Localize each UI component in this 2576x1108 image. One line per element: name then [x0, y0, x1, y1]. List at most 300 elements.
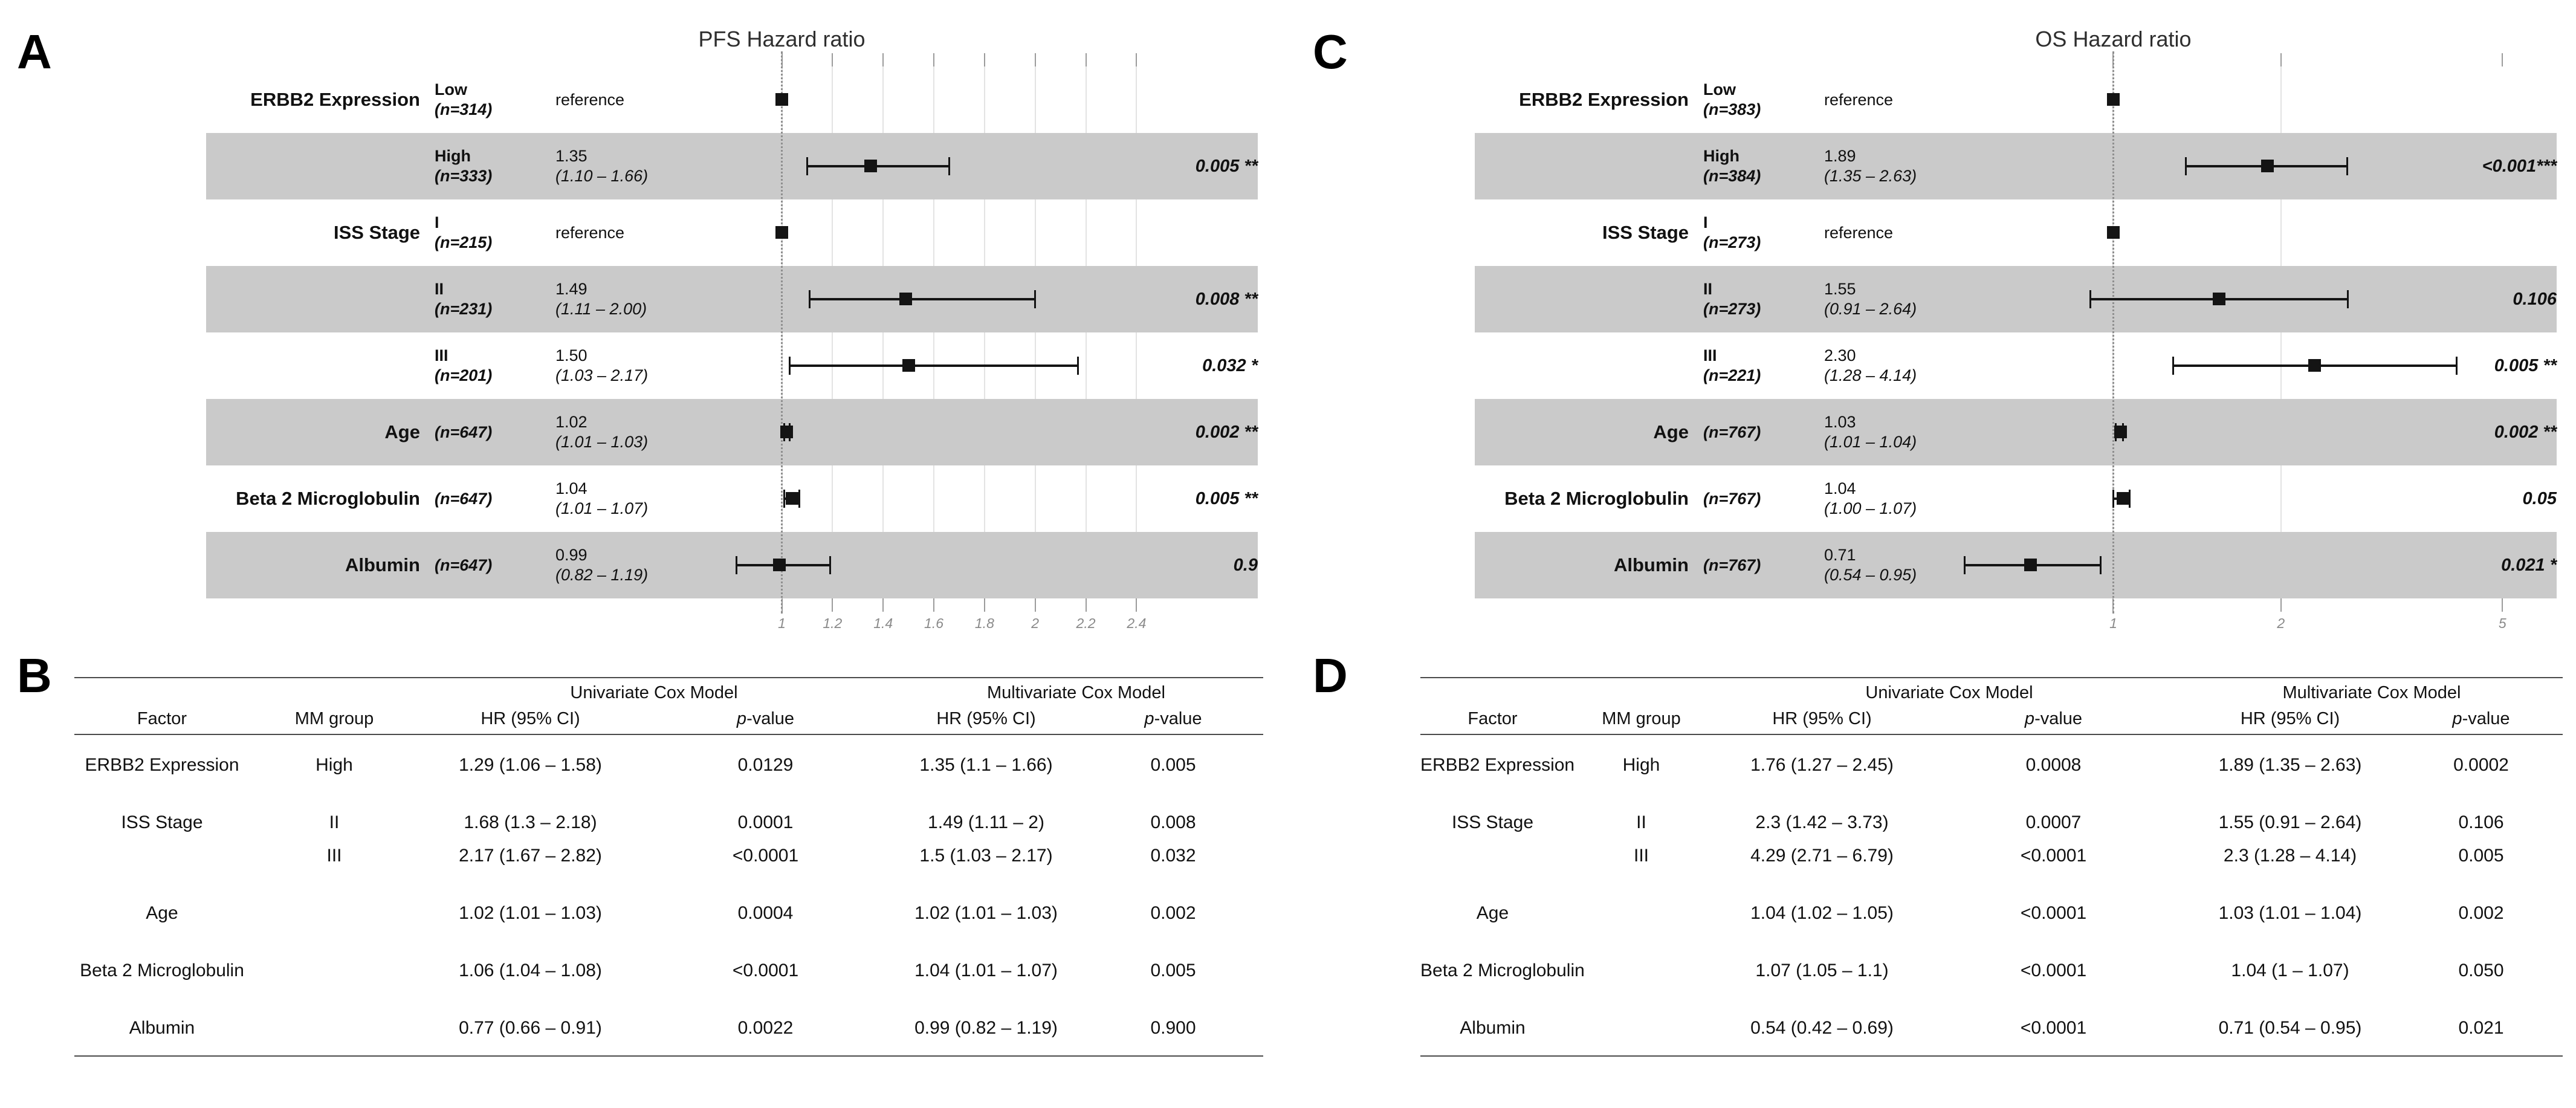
- group-n-label: (n=647): [435, 556, 493, 574]
- column-header: p-value: [2024, 709, 2083, 728]
- hr-value-label: 1.03: [1824, 413, 1856, 431]
- group-n-label: (n=201): [435, 366, 493, 384]
- table-row: [1420, 1011, 2563, 1045]
- axis-tick-bottom: [882, 598, 884, 612]
- table-cell-line: 0.0001: [737, 812, 794, 832]
- hr-cell: [1824, 465, 1963, 532]
- multi-hr-cell: [2181, 806, 2400, 872]
- hr-value-label: 1.04: [555, 479, 587, 497]
- column-header: HR (95% CI): [481, 709, 580, 728]
- column-header: p-value: [1144, 709, 1202, 728]
- mm-group-cell: [1565, 954, 1718, 987]
- table-column-header-row: [1420, 703, 2563, 734]
- factor-label: Age: [1653, 421, 1689, 442]
- hr-value-label: 1.02: [555, 413, 587, 431]
- table-cell-line: Beta 2 Microglobulin: [80, 961, 244, 980]
- uni-hr-cell: [1718, 748, 1926, 782]
- ci-cap-low: [789, 357, 791, 375]
- p-value-label: 0.106: [2513, 289, 2557, 309]
- group-label: Low: [435, 80, 467, 99]
- axis-tick-top: [2280, 53, 2282, 66]
- ci-cap-low: [1964, 556, 1966, 574]
- table-cell-line: 1.89 (1.35 – 2.63): [2218, 755, 2362, 775]
- ci-label: (1.01 – 1.07): [555, 499, 649, 517]
- hr-marker: [2261, 160, 2274, 172]
- p-value-label: 0.005 **: [2494, 355, 2557, 375]
- group-cell: [435, 332, 555, 399]
- table-cell-line: 0.002: [1150, 903, 1196, 923]
- table-cell-line: High: [316, 755, 353, 775]
- forest-row: [206, 399, 1258, 465]
- group-cell: [435, 266, 555, 332]
- hr-value-label: reference: [1824, 223, 1894, 242]
- table-cell-line: 0.106: [2458, 812, 2504, 832]
- hr-value-label: reference: [1824, 90, 1894, 109]
- multi-p-cell: [1083, 1011, 1263, 1045]
- hr-marker: [899, 293, 912, 305]
- table-cell-line: ERBB2 Expression: [1420, 755, 1575, 775]
- factor-label: ISS Stage: [334, 222, 420, 243]
- group-n-label: (n=383): [1703, 100, 1761, 118]
- multi-hr-cell: [889, 1011, 1083, 1045]
- table-cell-line: II: [329, 812, 340, 832]
- group-label: III: [1703, 346, 1717, 364]
- factor-label: [206, 266, 430, 332]
- ci-cap-high: [2456, 357, 2458, 375]
- group-n-label: (n=314): [435, 100, 493, 118]
- axis-tick-top: [832, 53, 833, 66]
- table-cell-line: 2.3 (1.42 – 3.73): [1755, 812, 1889, 832]
- ci-cap-low: [806, 157, 808, 175]
- axis-tick-bottom: [1136, 598, 1137, 612]
- axis-tick-label: 1: [778, 615, 786, 631]
- multi-p-cell: [2400, 748, 2563, 782]
- factor-cell: [1420, 954, 1585, 987]
- factor-cell: [74, 1011, 250, 1045]
- factor-label: [1475, 133, 1698, 199]
- ci-label: (0.54 – 0.95): [1824, 566, 1917, 584]
- forest-row: [1475, 332, 2557, 399]
- table-cell-line: II: [1636, 812, 1646, 832]
- hr-marker: [902, 359, 915, 372]
- pfs-forest-plot: [206, 18, 1258, 644]
- table-cell-line: 0.0004: [737, 903, 794, 923]
- group-n-label: (n=273): [1703, 300, 1761, 318]
- pfs-cox-table: [74, 677, 1263, 1057]
- hr-cell: [1824, 399, 1963, 465]
- axis-tick-bottom: [984, 598, 985, 612]
- factor-cell: [74, 896, 250, 930]
- column-header: Factor: [137, 709, 187, 728]
- ci-cap-low: [783, 490, 785, 508]
- mm-group-cell: [1565, 748, 1718, 782]
- ci-label: (1.01 – 1.04): [1824, 433, 1917, 451]
- multi-hr-cell: [889, 896, 1083, 930]
- hr-cell: [1824, 332, 1963, 399]
- table-cell-line: 1.02 (1.01 – 1.03): [459, 903, 602, 923]
- table-cell-line: 0.005: [2458, 846, 2504, 866]
- multi-p-cell: [2400, 806, 2563, 872]
- table-cell-line: 1.04 (1.02 – 1.05): [1750, 903, 1894, 923]
- table-cell-line: 1.07 (1.05 – 1.1): [1755, 961, 1889, 980]
- p-value-label: 0.021 *: [2501, 555, 2557, 575]
- multi-p-cell: [2400, 1011, 2563, 1045]
- group-label: Low: [1703, 80, 1736, 99]
- p-value-label: <0.001***: [2482, 156, 2557, 176]
- ci-cap-high: [1077, 357, 1079, 375]
- ci-label: (1.35 – 2.63): [1824, 167, 1917, 185]
- group-header-univariate: Univariate Cox Model: [570, 683, 738, 702]
- ci-cap-low: [736, 556, 737, 574]
- axis-tick-bottom: [832, 598, 833, 612]
- table-cell-line: <0.0001: [732, 961, 799, 980]
- factor-label: ISS Stage: [1602, 222, 1689, 243]
- ci-cap-low: [2185, 157, 2187, 175]
- mm-group-cell: [250, 748, 419, 782]
- axis-tick-top: [984, 53, 985, 66]
- hr-cell: [1824, 266, 1963, 332]
- table-row: [1420, 806, 2563, 872]
- forest-row: [206, 133, 1258, 199]
- ci-label: (0.82 – 1.19): [555, 566, 649, 584]
- table-cell-line: 1.49 (1.11 – 2): [928, 812, 1044, 832]
- chart-title: PFS Hazard ratio: [698, 27, 866, 51]
- table-row: [1420, 896, 2563, 930]
- column-header: HR (95% CI): [1772, 709, 1872, 728]
- hr-cell: [555, 399, 694, 465]
- multi-p-cell: [1083, 896, 1263, 930]
- uni-hr-cell: [1718, 896, 1926, 930]
- group-label: High: [1703, 147, 1739, 165]
- hr-cell: [1824, 66, 1963, 133]
- axis-tick-label: 2: [2277, 615, 2285, 631]
- forest-row: [1475, 199, 2557, 266]
- group-n-label: (n=215): [435, 233, 493, 251]
- multi-p-cell: [2400, 954, 2563, 987]
- group-n-label: (n=333): [435, 167, 493, 185]
- table-cell-line: 1.02 (1.01 – 1.03): [914, 903, 1058, 923]
- panel-label-b: B: [17, 649, 52, 702]
- multi-p-cell: [1083, 954, 1263, 987]
- column-header: p-value: [2452, 709, 2510, 728]
- axis-tick-top: [2502, 53, 2503, 66]
- table-cell-line: 0.77 (0.66 – 0.91): [459, 1018, 602, 1038]
- table-row: [1420, 748, 2563, 782]
- panel-label-a: A: [17, 25, 52, 79]
- table-cell-line: 0.0007: [2025, 812, 2082, 832]
- panel-label-d: D: [1313, 649, 1348, 702]
- table-row: [1420, 954, 2563, 987]
- forest-row: [1475, 532, 2557, 598]
- table-cell-line: 0.050: [2458, 961, 2504, 980]
- column-header: Factor: [1468, 709, 1518, 728]
- axis-tick-label: 2: [1031, 615, 1040, 631]
- forest-row: [1475, 465, 2557, 532]
- hr-cell: [555, 133, 694, 199]
- table-cell-line: Albumin: [1460, 1018, 1526, 1038]
- forest-row: [1475, 133, 2557, 199]
- hr-cell: [555, 199, 694, 266]
- factor-label: Albumin: [345, 554, 420, 575]
- mm-group-cell: [1565, 896, 1718, 930]
- factor-cell: [1420, 896, 1565, 930]
- hr-value-label: reference: [555, 90, 625, 109]
- forest-row: [206, 199, 1258, 266]
- group-n-label: (n=231): [435, 300, 493, 318]
- ci-cap-low: [2089, 290, 2091, 308]
- axis-tick-top: [1035, 53, 1036, 66]
- group-cell: [1703, 399, 1824, 465]
- ci-label: (1.11 – 2.00): [555, 300, 647, 318]
- mm-group-cell: [250, 896, 419, 930]
- hr-cell: [1824, 532, 1963, 598]
- factor-label: [206, 133, 430, 199]
- uni-hr-cell: [1718, 1011, 1926, 1045]
- hr-value-label: 0.71: [1824, 546, 1856, 564]
- uni-p-cell: [642, 806, 889, 872]
- mm-group-cell: [250, 806, 419, 872]
- axis-tick-label: 1.4: [873, 615, 893, 631]
- hr-marker: [864, 160, 877, 172]
- column-header: p-value: [736, 709, 795, 728]
- table-cell-line: 0.008: [1150, 812, 1196, 832]
- factor-label: Beta 2 Microglobulin: [1504, 488, 1689, 509]
- hr-cell: [555, 66, 694, 133]
- group-cell: [1703, 133, 1824, 199]
- multi-p-cell: [1083, 806, 1263, 872]
- p-value-label: 0.008 **: [1195, 289, 1258, 309]
- table-cell-line: 1.06 (1.04 – 1.08): [459, 961, 602, 980]
- group-cell: [435, 66, 555, 133]
- hr-value-label: reference: [555, 223, 625, 242]
- factor-label: Beta 2 Microglobulin: [236, 488, 420, 509]
- table-cell-line: 2.17 (1.67 – 2.82): [459, 846, 602, 866]
- table-group-header-row: [74, 678, 1263, 703]
- axis-tick-top: [882, 53, 884, 66]
- axis-tick-label: 1.6: [924, 615, 944, 631]
- uni-p-cell: [1926, 954, 2181, 987]
- hr-marker: [775, 226, 788, 239]
- factor-label: Age: [384, 421, 420, 442]
- table-cell-line: Beta 2 Microglobulin: [1420, 961, 1585, 980]
- table-cell-line: 0.900: [1150, 1018, 1196, 1038]
- ci-bar: [789, 364, 1078, 367]
- axis-tick-label: 5: [2498, 615, 2506, 631]
- uni-hr-cell: [419, 748, 642, 782]
- column-header: HR (95% CI): [2240, 709, 2340, 728]
- p-value-label: 0.05: [2522, 488, 2557, 508]
- table-cell-line: 0.0129: [737, 755, 794, 775]
- uni-hr-cell: [419, 806, 642, 872]
- axis-tick-top: [933, 53, 934, 66]
- mm-group-cell: [1565, 806, 1718, 872]
- table-cell-line: <0.0001: [732, 846, 799, 866]
- table-cell-line: 0.54 (0.42 – 0.69): [1750, 1018, 1894, 1038]
- column-header: HR (95% CI): [936, 709, 1036, 728]
- group-n-label: (n=767): [1703, 556, 1761, 574]
- multi-hr-cell: [889, 748, 1083, 782]
- multi-hr-cell: [2181, 954, 2400, 987]
- hr-value-label: 1.89: [1824, 147, 1856, 165]
- hr-marker: [2107, 93, 2120, 106]
- table-cell-line: 0.0008: [2025, 755, 2082, 775]
- ci-cap-high: [798, 490, 800, 508]
- factor-cell: [1420, 1011, 1565, 1045]
- table-cell-line: Albumin: [129, 1018, 195, 1038]
- p-value-label: 0.005 **: [1195, 488, 1258, 508]
- hr-marker: [773, 559, 786, 571]
- forest-row: [206, 266, 1258, 332]
- table-cell-line: 0.005: [1150, 755, 1196, 775]
- axis-tick-top: [1136, 53, 1137, 66]
- table-cell-line: ERBB2 Expression: [85, 755, 239, 775]
- table-row: [74, 954, 1263, 987]
- ci-cap-high: [2347, 290, 2349, 308]
- group-cell: [435, 465, 555, 532]
- hr-cell: [1824, 199, 1963, 266]
- table-cell-line: <0.0001: [2020, 1018, 2087, 1038]
- mm-group-cell: [250, 1011, 419, 1045]
- group-cell: [1703, 266, 1824, 332]
- uni-p-cell: [1926, 1011, 2181, 1045]
- factor-label: Albumin: [1614, 554, 1689, 575]
- table-cell-line: 0.99 (0.82 – 1.19): [914, 1018, 1058, 1038]
- hr-marker: [780, 426, 793, 438]
- forest-row: [206, 465, 1258, 532]
- uni-hr-cell: [419, 896, 642, 930]
- table-cell-line: 1.04 (1.01 – 1.07): [914, 961, 1058, 980]
- group-cell: [1703, 465, 1824, 532]
- group-cell: [435, 199, 555, 266]
- uni-p-cell: [642, 748, 889, 782]
- ci-label: (1.28 – 4.14): [1824, 366, 1917, 384]
- factor-cell: [1420, 748, 1575, 782]
- table-cell-line: <0.0001: [2020, 846, 2087, 866]
- hr-cell: [555, 465, 694, 532]
- os-forest-plot: [1475, 18, 2557, 644]
- ci-cap-low: [2172, 357, 2174, 375]
- multi-hr-cell: [2181, 896, 2400, 930]
- axis-tick-label: 1.2: [823, 615, 843, 631]
- uni-p-cell: [642, 1011, 889, 1045]
- factor-label: [1475, 266, 1698, 332]
- group-n-label: (n=221): [1703, 366, 1761, 384]
- group-cell: [1703, 332, 1824, 399]
- group-n-label: (n=647): [435, 489, 493, 508]
- factor-label: ERBB2 Expression: [1519, 89, 1689, 110]
- table-cell-line: 1.29 (1.06 – 1.58): [459, 755, 602, 775]
- ci-cap-high: [948, 157, 950, 175]
- axis-tick-bottom: [1035, 598, 1036, 612]
- group-label: II: [435, 280, 444, 298]
- table-cell-line: High: [1622, 755, 1660, 775]
- table-cell-line: ISS Stage: [121, 812, 203, 832]
- ci-cap-high: [829, 556, 831, 574]
- axis-tick-bottom: [933, 598, 934, 612]
- hr-value-label: 1.49: [555, 280, 587, 298]
- table-cell-line: 2.3 (1.28 – 4.14): [2223, 846, 2357, 866]
- multi-hr-cell: [2181, 1011, 2400, 1045]
- hr-marker: [2117, 492, 2129, 505]
- table-cell-line: <0.0001: [2020, 961, 2087, 980]
- group-n-label: (n=273): [1703, 233, 1761, 251]
- mm-group-cell: [1565, 1011, 1718, 1045]
- table-cell-line: 1.03 (1.01 – 1.04): [2218, 903, 2362, 923]
- ci-cap-low: [2112, 490, 2114, 508]
- table-body: [1420, 735, 2563, 1055]
- column-header: MM group: [1602, 709, 1681, 728]
- group-cell: [435, 133, 555, 199]
- hr-marker: [2107, 226, 2120, 239]
- multi-hr-cell: [2181, 748, 2400, 782]
- table-cell-line: 0.0022: [737, 1018, 794, 1038]
- ci-label: (1.01 – 1.03): [555, 433, 649, 451]
- ci-label: (1.03 – 2.17): [555, 366, 649, 384]
- group-cell: [1703, 532, 1824, 598]
- reference-line: [781, 51, 783, 614]
- factor-cell: [74, 954, 250, 987]
- hr-value-label: 0.99: [555, 546, 587, 564]
- table-cell-line: 1.04 (1 – 1.07): [2231, 961, 2349, 980]
- hr-cell: [1824, 133, 1963, 199]
- reference-line: [2112, 51, 2114, 614]
- ci-cap-high: [2100, 556, 2102, 574]
- table-cell-line: 4.29 (2.71 – 6.79): [1750, 846, 1894, 866]
- hr-marker: [2114, 426, 2127, 438]
- hr-marker: [2308, 359, 2321, 372]
- p-value-label: 0.002 **: [2494, 422, 2557, 442]
- table-body: [74, 735, 1263, 1055]
- axis-tick-label: 2.4: [1127, 615, 1147, 631]
- p-value-label: 0.002 **: [1195, 422, 1258, 442]
- group-n-label: (n=384): [1703, 167, 1761, 185]
- axis-tick-bottom: [1086, 598, 1087, 612]
- axis-tick-label: 1.8: [974, 615, 994, 631]
- ci-cap-high: [1034, 290, 1036, 308]
- ci-label: (0.91 – 2.64): [1824, 300, 1917, 318]
- axis-tick-top: [1086, 53, 1087, 66]
- group-label: I: [435, 213, 439, 232]
- table-cell-line: Age: [146, 903, 178, 923]
- hr-value-label: 2.30: [1824, 346, 1856, 364]
- uni-p-cell: [1926, 806, 2181, 872]
- table-cell-line: 1.55 (0.91 – 2.64): [2218, 812, 2362, 832]
- ci-cap-high: [2346, 157, 2348, 175]
- hr-marker: [775, 93, 788, 106]
- table-row: [74, 806, 1263, 872]
- table-bottom-rule: [74, 1055, 1263, 1057]
- table-cell-line: III: [1633, 846, 1649, 866]
- group-label: I: [1703, 213, 1708, 232]
- column-header: MM group: [294, 709, 374, 728]
- uni-p-cell: [1926, 748, 2181, 782]
- forest-row: [206, 532, 1258, 598]
- uni-p-cell: [642, 896, 889, 930]
- forest-row: [1475, 66, 2557, 133]
- group-cell: [1703, 199, 1824, 266]
- group-n-label: (n=647): [435, 423, 493, 441]
- p-value-label: 0.005 **: [1195, 156, 1258, 176]
- forest-row: [1475, 266, 2557, 332]
- forest-row: [1475, 399, 2557, 465]
- axis-tick-label: 2.2: [1076, 615, 1096, 631]
- hr-cell: [555, 332, 694, 399]
- group-cell: [1703, 66, 1824, 133]
- hr-value-label: 1.35: [555, 147, 587, 165]
- table-bottom-rule: [1420, 1055, 2563, 1057]
- group-n-label: (n=767): [1703, 423, 1761, 441]
- table-row: [74, 748, 1263, 782]
